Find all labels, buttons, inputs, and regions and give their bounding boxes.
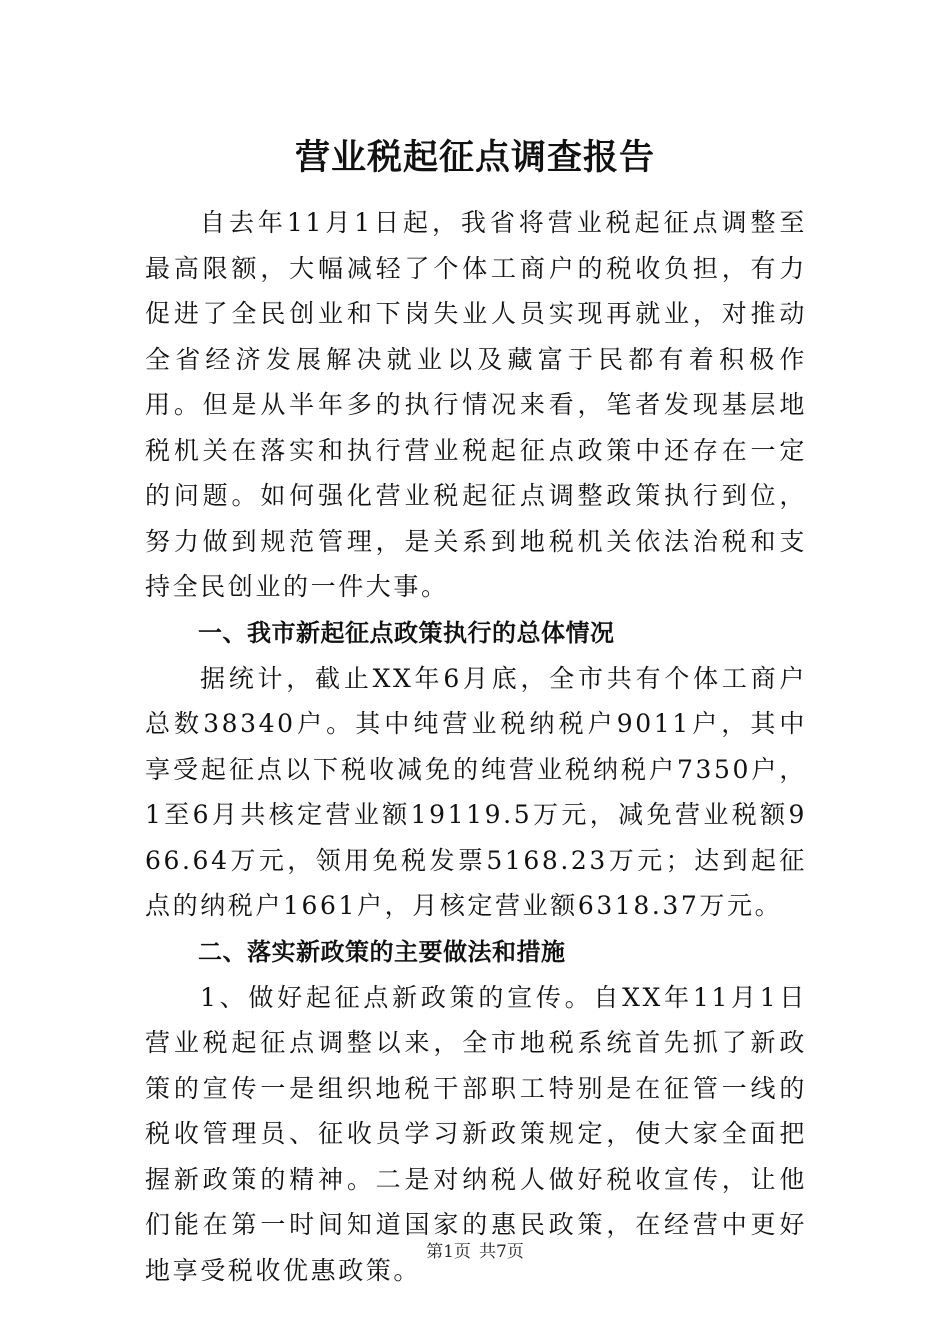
statistics-paragraph: 据统计，截止XX年6月底，全市共有个体工商户总数38340户。其中纯营业税纳税户9011户，其中享受起征点以下税收减免的纯营业税纳税户7350户，1至6月共核定营业额19119.5万元，减免营业税额966.64万元，领用免税发票5168.23万元；达到起征点的纳税户1661户，月核定营业额6318.37万元。 [145, 663, 807, 920]
section-heading-2: 二、落实新政策的主要做法和措施 [198, 937, 566, 966]
page-total: 共7页 [479, 1242, 524, 1262]
document-title: 营业税起征点调查报告 [294, 137, 655, 178]
intro-paragraph: 自去年11月1日起，我省将营业税起征点调整至最高限额，大幅减轻了个体工商户的税收负担，有力促进了全民创业和下岗失业人员实现再就业，对推动全省经济发展解决就业以及藏富于民都有着积极作用。但是从半年多的执行情况来看，笔者发现基层地税机关在落实和执行营业税起征点政策中还存在一定的问题。如何强化营业税起征点调整政策执行到位，努力做到规范管理，是关系到地税机关依法治税和支持全民创业的一件大事。 [145, 208, 807, 601]
page-number: 第1页 [426, 1242, 471, 1262]
document-body [145, 200, 807, 1293]
publicity-paragraph: 1、做好起征点新政策的宣传。自XX年11月1日营业税起征点调整以来，全市地税系统首先抓了新政策的宣传一是组织地税干部职工特别是在征管一线的税收管理员、征收员学习新政策规定，使大家全面把握新政策的精神。二是对纳税人做好税收宣传，让他们能在第一时间知道国家的惠民政策，在经营中更好地享受税收优惠政策。 [145, 982, 807, 1285]
page-footer [0, 1240, 950, 1264]
section-heading-1: 一、我市新起征点政策执行的总体情况 [198, 618, 615, 647]
